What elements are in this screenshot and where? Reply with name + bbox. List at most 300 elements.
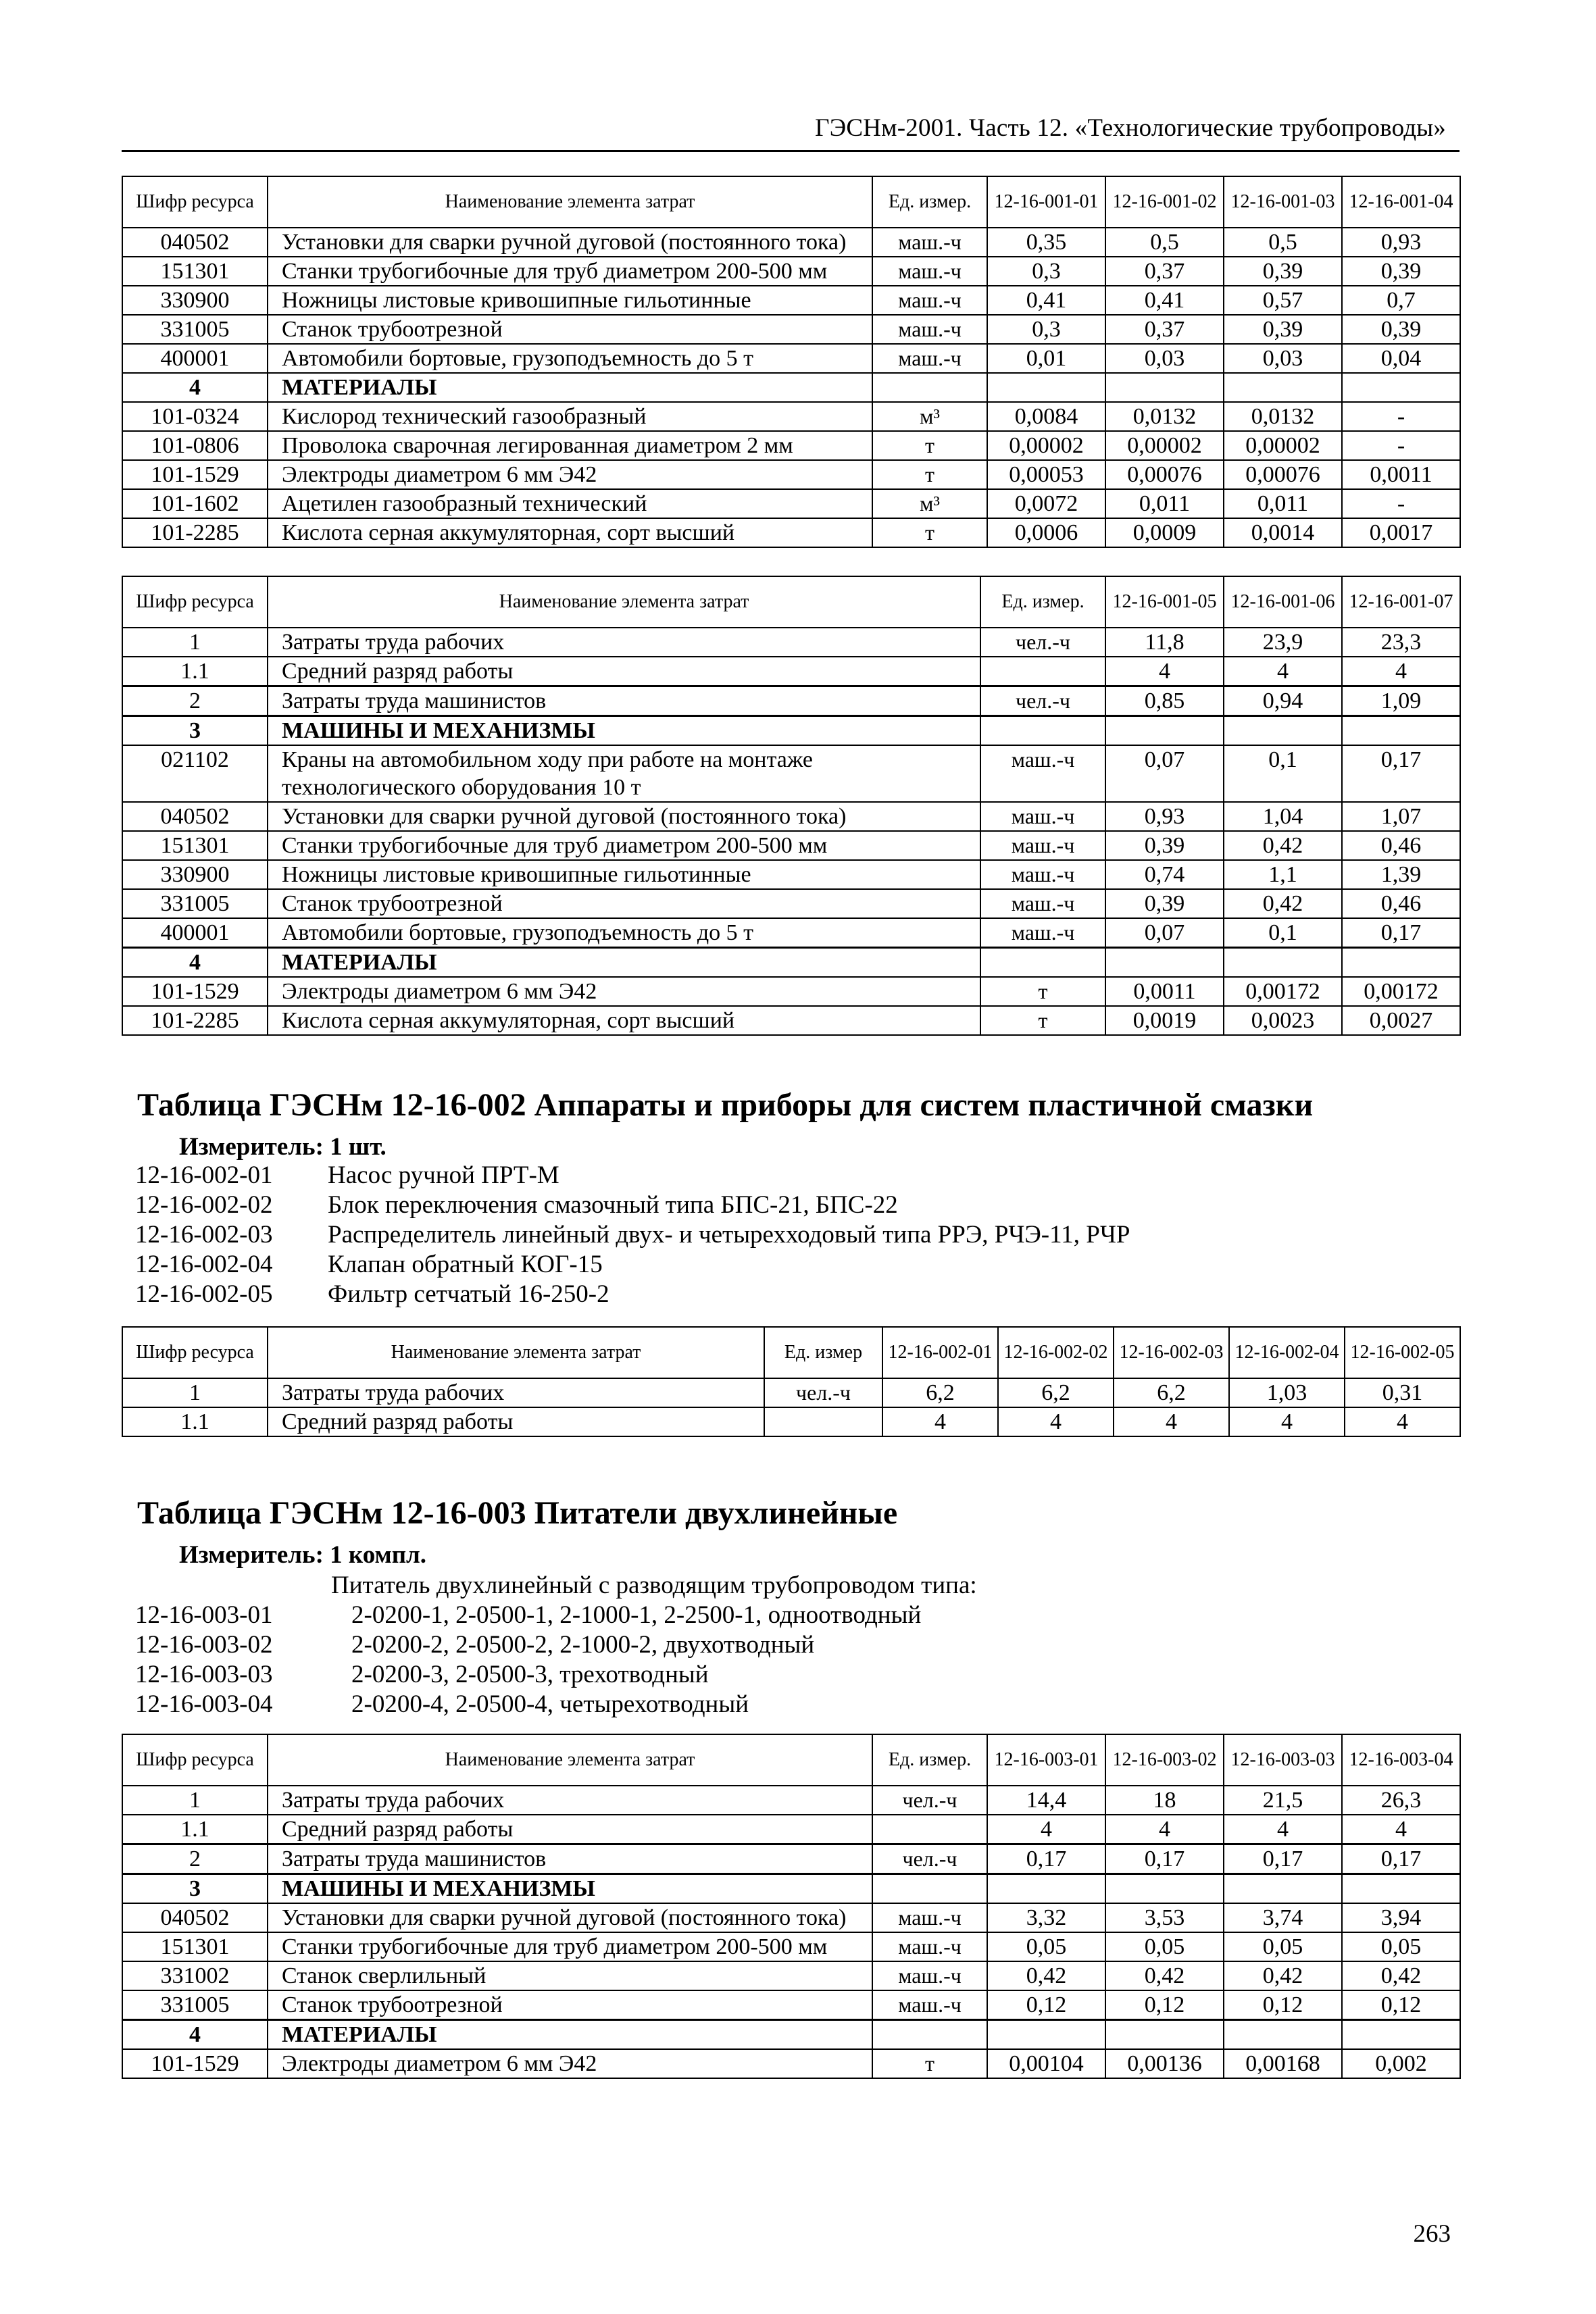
value-cell: 6,2: [998, 1378, 1114, 1407]
resource-code-cell: 1.1: [122, 1815, 268, 1844]
value-cell: 0,85: [1105, 686, 1224, 716]
value-cell: 0,42: [987, 1961, 1105, 1990]
column-header-rate: 12-16-001-05: [1105, 576, 1224, 628]
value-cell: 0,0009: [1105, 518, 1224, 547]
table-row: [122, 344, 1460, 373]
value-cell: 0,7: [1342, 286, 1460, 315]
value-cell: 1,09: [1342, 686, 1460, 716]
value-cell: 0,3: [987, 257, 1105, 286]
unit-cell: маш.-ч: [980, 745, 1105, 802]
value-cell: [1224, 1874, 1342, 1904]
resource-code-cell: 101-1529: [122, 460, 268, 489]
value-cell: 4: [987, 1815, 1105, 1844]
value-cell: [1224, 373, 1342, 402]
unit-cell: чел.-ч: [872, 1786, 987, 1815]
value-cell: [1224, 716, 1342, 746]
column-header-rate: 12-16-001-07: [1342, 576, 1460, 628]
value-cell: 0,00002: [1105, 431, 1224, 460]
value-cell: 0,0014: [1224, 518, 1342, 547]
resource-code-cell: 2: [122, 686, 268, 716]
unit-cell: чел.-ч: [980, 628, 1105, 657]
resource-code-cell: 4: [122, 2020, 268, 2050]
value-cell: 0,93: [1342, 228, 1460, 257]
unit-cell: маш.-ч: [872, 1932, 987, 1961]
running-header-title: ГЭСНм-2001. Часть 12. «Технологические трубопроводы»: [815, 114, 1446, 142]
cost-element-name-cell: Средний разряд работы: [268, 1815, 872, 1844]
column-header-rate: 12-16-003-03: [1224, 1734, 1342, 1786]
table-row: [122, 489, 1460, 518]
value-cell: 4: [1105, 1815, 1224, 1844]
table-row: [122, 716, 1460, 746]
column-header-rate: 12-16-001-04: [1342, 176, 1460, 228]
column-header-rate: 12-16-002-05: [1345, 1327, 1460, 1378]
unit-cell: м³: [872, 402, 987, 431]
value-cell: 0,03: [1105, 344, 1224, 373]
value-cell: 6,2: [882, 1378, 998, 1407]
resource-table-002: [122, 1326, 1461, 1437]
unit-cell: [872, 373, 987, 402]
value-cell: 0,41: [987, 286, 1105, 315]
value-cell: 0,0017: [1342, 518, 1460, 547]
value-cell: 0,39: [1342, 315, 1460, 344]
unit-cell: маш.-ч: [872, 228, 987, 257]
cost-element-name-cell: МАТЕРИАЛЫ: [268, 2020, 872, 2050]
value-cell: 0,39: [1105, 889, 1224, 918]
unit-cell: маш.-ч: [872, 1990, 987, 2020]
measure-003: Измеритель: 1 компл.: [179, 1541, 427, 1569]
value-cell: [1342, 1874, 1460, 1904]
column-header-rate: 12-16-003-02: [1105, 1734, 1224, 1786]
cost-element-name-cell: Проволока сварочная легированная диаметром 2 мм: [268, 431, 872, 460]
value-cell: 0,42: [1224, 889, 1342, 918]
value-cell: 0,94: [1224, 686, 1342, 716]
unit-cell: т: [872, 2049, 987, 2078]
value-cell: 0,57: [1224, 286, 1342, 315]
resource-code-cell: 331005: [122, 889, 268, 918]
table-row: [122, 1961, 1460, 1990]
value-cell: 0,0132: [1105, 402, 1224, 431]
resource-table-001-05: [122, 576, 1461, 1036]
table-row: [122, 460, 1460, 489]
value-cell: 23,3: [1342, 628, 1460, 657]
value-cell: 0,0084: [987, 402, 1105, 431]
resource-code-cell: 101-2285: [122, 1006, 268, 1035]
value-cell: 0,00076: [1105, 460, 1224, 489]
value-cell: 0,17: [1105, 1844, 1224, 1874]
column-header-name: Наименование элемента затрат: [268, 1327, 764, 1378]
table-row: [122, 860, 1460, 889]
value-cell: 0,12: [1224, 1990, 1342, 2020]
value-cell: 0,00002: [1224, 431, 1342, 460]
resource-code-cell: 2: [122, 1844, 268, 1874]
value-cell: 0,35: [987, 228, 1105, 257]
cost-element-name-cell: Установки для сварки ручной дуговой (постоянного тока): [268, 1903, 872, 1932]
table-row: [122, 228, 1460, 257]
column-header-rate: 12-16-002-04: [1229, 1327, 1345, 1378]
unit-cell: маш.-ч: [872, 1903, 987, 1932]
value-cell: [1224, 2020, 1342, 2050]
cost-element-name-cell: Затраты труда рабочих: [268, 1378, 764, 1407]
resource-code-cell: 400001: [122, 918, 268, 948]
value-cell: 0,011: [1105, 489, 1224, 518]
resource-code-cell: 151301: [122, 257, 268, 286]
cost-element-name-cell: Электроды диаметром 6 мм Э42: [268, 977, 980, 1006]
resource-code-cell: 040502: [122, 1903, 268, 1932]
unit-cell: т: [872, 518, 987, 547]
table-row: [122, 373, 1460, 402]
value-cell: 0,00076: [1224, 460, 1342, 489]
value-cell: 4: [1105, 657, 1224, 686]
table-row: [122, 1815, 1460, 1844]
value-cell: 0,00168: [1224, 2049, 1342, 2078]
unit-cell: маш.-ч: [980, 831, 1105, 860]
table-row: [122, 518, 1460, 547]
value-cell: 0,05: [987, 1932, 1105, 1961]
value-cell: 0,46: [1342, 889, 1460, 918]
value-cell: 0,39: [1224, 315, 1342, 344]
cost-element-name-cell: Кислота серная аккумуляторная, сорт высший: [268, 518, 872, 547]
value-cell: 0,5: [1105, 228, 1224, 257]
value-cell: 0,1: [1224, 918, 1342, 948]
unit-cell: [872, 2020, 987, 2050]
value-cell: [987, 1874, 1105, 1904]
resource-code-cell: 1: [122, 1378, 268, 1407]
table-row: [122, 802, 1460, 831]
unit-cell: маш.-ч: [872, 344, 987, 373]
value-cell: 0,00002: [987, 431, 1105, 460]
value-cell: 0,37: [1105, 257, 1224, 286]
value-cell: 0,39: [1224, 257, 1342, 286]
value-cell: 4: [998, 1407, 1114, 1436]
value-cell: 3,32: [987, 1903, 1105, 1932]
value-cell: 4: [1224, 657, 1342, 686]
value-cell: 0,17: [1342, 745, 1460, 802]
value-cell: 1,07: [1342, 802, 1460, 831]
unit-cell: т: [872, 431, 987, 460]
column-header-rate: 12-16-001-06: [1224, 576, 1342, 628]
value-cell: 4: [1342, 1815, 1460, 1844]
resource-code-cell: 1: [122, 1786, 268, 1815]
value-cell: 0,011: [1224, 489, 1342, 518]
column-header-unit: Ед. измер: [764, 1327, 882, 1378]
value-cell: 0,31: [1345, 1378, 1460, 1407]
resource-code-cell: 151301: [122, 831, 268, 860]
column-header-rate: 12-16-002-01: [882, 1327, 998, 1378]
value-cell: 4: [882, 1407, 998, 1436]
value-cell: 0,12: [1105, 1990, 1224, 2020]
value-cell: -: [1342, 431, 1460, 460]
cost-element-name-cell: Средний разряд работы: [268, 657, 980, 686]
column-header-code: Шифр ресурса: [122, 176, 268, 228]
cost-element-name-cell: Станок сверлильный: [268, 1961, 872, 1990]
value-cell: 18: [1105, 1786, 1224, 1815]
column-header-rate: 12-16-003-01: [987, 1734, 1105, 1786]
value-cell: 1,1: [1224, 860, 1342, 889]
unit-cell: [872, 1815, 987, 1844]
value-cell: 11,8: [1105, 628, 1224, 657]
resource-code-cell: 331005: [122, 1990, 268, 2020]
column-header-name: Наименование элемента затрат: [268, 576, 980, 628]
table-row: [122, 628, 1460, 657]
value-cell: 0,05: [1224, 1932, 1342, 1961]
resource-table-003: [122, 1734, 1461, 2079]
value-cell: 6,2: [1114, 1378, 1229, 1407]
value-cell: 0,01: [987, 344, 1105, 373]
value-cell: 0,0011: [1105, 977, 1224, 1006]
value-cell: 0,00136: [1105, 2049, 1224, 2078]
cost-element-name-cell: МАШИНЫ И МЕХАНИЗМЫ: [268, 1874, 872, 1904]
value-cell: 0,42: [1342, 1961, 1460, 1990]
unit-cell: [980, 657, 1105, 686]
value-cell: 0,12: [987, 1990, 1105, 2020]
cost-element-name-cell: Установки для сварки ручной дуговой (постоянного тока): [268, 228, 872, 257]
table-row: [122, 831, 1460, 860]
value-cell: 0,74: [1105, 860, 1224, 889]
value-cell: -: [1342, 489, 1460, 518]
cost-element-name-cell: МАШИНЫ И МЕХАНИЗМЫ: [268, 716, 980, 746]
value-cell: [1342, 948, 1460, 978]
cost-element-name-cell: Краны на автомобильном ходу при работе на монтаже технологического оборудования 10 т: [268, 745, 980, 802]
cost-element-name-cell: Станок трубоотрезной: [268, 315, 872, 344]
table-row: [122, 2020, 1460, 2050]
value-cell: 0,0019: [1105, 1006, 1224, 1035]
column-header-rate: 12-16-002-02: [998, 1327, 1114, 1378]
cost-element-name-cell: Кислород технический газообразный: [268, 402, 872, 431]
value-cell: 0,00172: [1342, 977, 1460, 1006]
value-cell: 0,0132: [1224, 402, 1342, 431]
resource-table-001-01: [122, 176, 1461, 548]
resource-code-cell: 400001: [122, 344, 268, 373]
value-cell: 0,42: [1224, 831, 1342, 860]
resource-code-cell: 101-1529: [122, 977, 268, 1006]
unit-cell: [872, 1874, 987, 1904]
cost-element-name-cell: Станки трубогибочные для труб диаметром 200-500 мм: [268, 831, 980, 860]
table-row: [122, 918, 1460, 948]
value-cell: 0,17: [1342, 918, 1460, 948]
unit-cell: чел.-ч: [764, 1378, 882, 1407]
resource-code-cell: 101-1602: [122, 489, 268, 518]
cost-element-name-cell: Затраты труда машинистов: [268, 686, 980, 716]
value-cell: [1105, 716, 1224, 746]
column-header-rate: 12-16-003-04: [1342, 1734, 1460, 1786]
column-header-name: Наименование элемента затрат: [268, 1734, 872, 1786]
value-cell: [1342, 2020, 1460, 2050]
unit-cell: м³: [872, 489, 987, 518]
unit-cell: чел.-ч: [980, 686, 1105, 716]
value-cell: 4: [1114, 1407, 1229, 1436]
value-cell: 0,17: [1342, 1844, 1460, 1874]
unit-cell: т: [980, 977, 1105, 1006]
value-cell: 4: [1342, 657, 1460, 686]
resource-code-cell: 151301: [122, 1932, 268, 1961]
unit-cell: [980, 948, 1105, 978]
column-header-code: Шифр ресурса: [122, 576, 268, 628]
value-cell: 4: [1229, 1407, 1345, 1436]
cost-element-name-cell: Ацетилен газообразный технический: [268, 489, 872, 518]
value-cell: 3,74: [1224, 1903, 1342, 1932]
value-cell: 0,00104: [987, 2049, 1105, 2078]
value-cell: 0,37: [1105, 315, 1224, 344]
running-header: [122, 109, 1460, 152]
column-header-rate: 12-16-001-02: [1105, 176, 1224, 228]
value-cell: 0,39: [1342, 257, 1460, 286]
value-cell: [987, 373, 1105, 402]
table-row: [122, 1844, 1460, 1874]
resource-code-cell: 331002: [122, 1961, 268, 1990]
table-row: [122, 1786, 1460, 1815]
value-cell: 23,9: [1224, 628, 1342, 657]
value-cell: 3,53: [1105, 1903, 1224, 1932]
value-cell: 0,0023: [1224, 1006, 1342, 1035]
table-title-002: Таблица ГЭСНм 12-16-002 Аппараты и приборы для систем пластичной смазки: [137, 1087, 1314, 1123]
resource-code-cell: 101-1529: [122, 2049, 268, 2078]
resource-code-cell: 3: [122, 1874, 268, 1904]
value-cell: [1105, 1874, 1224, 1904]
value-cell: [1105, 2020, 1224, 2050]
value-cell: 0,0072: [987, 489, 1105, 518]
cost-element-name-cell: Автомобили бортовые, грузоподъемность до 5 т: [268, 344, 872, 373]
table-row: [122, 657, 1460, 686]
value-cell: 0,07: [1105, 745, 1224, 802]
cost-element-name-cell: Станок трубоотрезной: [268, 1990, 872, 2020]
value-cell: 0,05: [1342, 1932, 1460, 1961]
value-cell: 0,17: [1224, 1844, 1342, 1874]
column-header-rate: 12-16-002-03: [1114, 1327, 1229, 1378]
unit-cell: т: [872, 460, 987, 489]
table-row: [122, 1903, 1460, 1932]
value-cell: 0,0006: [987, 518, 1105, 547]
cost-element-name-cell: Станки трубогибочные для труб диаметром 200-500 мм: [268, 257, 872, 286]
cost-element-name-cell: Установки для сварки ручной дуговой (постоянного тока): [268, 802, 980, 831]
value-cell: [987, 2020, 1105, 2050]
resource-code-cell: 040502: [122, 228, 268, 257]
value-cell: 26,3: [1342, 1786, 1460, 1815]
column-header-code: Шифр ресурса: [122, 1734, 268, 1786]
table-row: [122, 1378, 1460, 1407]
value-cell: 3,94: [1342, 1903, 1460, 1932]
cost-element-name-cell: Ножницы листовые кривошипные гильотинные: [268, 860, 980, 889]
resource-code-cell: 331005: [122, 315, 268, 344]
value-cell: 1,39: [1342, 860, 1460, 889]
table-row: [122, 686, 1460, 716]
cost-element-name-cell: Средний разряд работы: [268, 1407, 764, 1436]
cost-element-name-cell: Электроды диаметром 6 мм Э42: [268, 460, 872, 489]
resource-code-cell: 101-2285: [122, 518, 268, 547]
value-cell: 0,3: [987, 315, 1105, 344]
value-cell: 0,0027: [1342, 1006, 1460, 1035]
table-row: [122, 315, 1460, 344]
list-intro-003: Питатель двухлинейный с разводящим трубопроводом типа:: [331, 1571, 977, 1599]
value-cell: 0,05: [1105, 1932, 1224, 1961]
value-cell: 0,00053: [987, 460, 1105, 489]
value-cell: 21,5: [1224, 1786, 1342, 1815]
cost-element-name-cell: Кислота серная аккумуляторная, сорт высший: [268, 1006, 980, 1035]
table-row: [122, 286, 1460, 315]
column-header-unit: Ед. измер.: [872, 1734, 987, 1786]
column-header-rate: 12-16-001-01: [987, 176, 1105, 228]
table-row: [122, 948, 1460, 978]
resource-code-cell: 330900: [122, 860, 268, 889]
value-cell: -: [1342, 402, 1460, 431]
value-cell: 0,42: [1105, 1961, 1224, 1990]
table-row: [122, 1990, 1460, 2020]
value-cell: 0,04: [1342, 344, 1460, 373]
value-cell: 0,93: [1105, 802, 1224, 831]
cost-element-name-cell: Затраты труда машинистов: [268, 1844, 872, 1874]
page-number: 263: [1413, 2220, 1451, 2248]
value-cell: 0,0011: [1342, 460, 1460, 489]
table-row: [122, 1874, 1460, 1904]
table-row: [122, 745, 1460, 802]
table-row: [122, 977, 1460, 1006]
cost-element-name-cell: Электроды диаметром 6 мм Э42: [268, 2049, 872, 2078]
unit-cell: маш.-ч: [980, 860, 1105, 889]
unit-cell: маш.-ч: [872, 315, 987, 344]
value-cell: 0,42: [1224, 1961, 1342, 1990]
value-cell: 0,12: [1342, 1990, 1460, 2020]
cost-element-name-cell: Ножницы листовые кривошипные гильотинные: [268, 286, 872, 315]
value-cell: 4: [1345, 1407, 1460, 1436]
measure-002: Измеритель: 1 шт.: [179, 1133, 386, 1161]
value-cell: 0,5: [1224, 228, 1342, 257]
resource-code-cell: 330900: [122, 286, 268, 315]
resource-code-cell: 101-0324: [122, 402, 268, 431]
table-row: [122, 257, 1460, 286]
table-row: [122, 2049, 1460, 2078]
cost-element-name-cell: МАТЕРИАЛЫ: [268, 373, 872, 402]
value-cell: 0,39: [1105, 831, 1224, 860]
column-header-name: Наименование элемента затрат: [268, 176, 872, 228]
value-cell: 1,03: [1229, 1378, 1345, 1407]
resource-code-cell: 4: [122, 948, 268, 978]
unit-cell: маш.-ч: [872, 257, 987, 286]
table-row: [122, 1932, 1460, 1961]
unit-cell: чел.-ч: [872, 1844, 987, 1874]
value-cell: 0,00172: [1224, 977, 1342, 1006]
table-row: [122, 889, 1460, 918]
unit-cell: маш.-ч: [980, 918, 1105, 948]
resource-code-cell: 1: [122, 628, 268, 657]
unit-cell: [764, 1407, 882, 1436]
value-cell: 0,46: [1342, 831, 1460, 860]
cost-element-name-cell: Станок трубоотрезной: [268, 889, 980, 918]
cost-element-name-cell: Автомобили бортовые, грузоподъемность до 5 т: [268, 918, 980, 948]
column-header-unit: Ед. измер.: [980, 576, 1105, 628]
table-row: [122, 1006, 1460, 1035]
value-cell: [1105, 373, 1224, 402]
unit-cell: [980, 716, 1105, 746]
unit-cell: т: [980, 1006, 1105, 1035]
value-cell: 4: [1224, 1815, 1342, 1844]
value-cell: 0,1: [1224, 745, 1342, 802]
cost-element-name-cell: Станки трубогибочные для труб диаметром 200-500 мм: [268, 1932, 872, 1961]
resource-code-cell: 1.1: [122, 1407, 268, 1436]
unit-cell: маш.-ч: [980, 889, 1105, 918]
column-header-rate: 12-16-001-03: [1224, 176, 1342, 228]
unit-cell: маш.-ч: [872, 286, 987, 315]
column-header-unit: Ед. измер.: [872, 176, 987, 228]
value-cell: 0,002: [1342, 2049, 1460, 2078]
value-cell: 0,03: [1224, 344, 1342, 373]
value-cell: [1105, 948, 1224, 978]
table-title-003: Таблица ГЭСНм 12-16-003 Питатели двухлинейные: [137, 1495, 898, 1531]
value-cell: 0,07: [1105, 918, 1224, 948]
value-cell: [1224, 948, 1342, 978]
value-cell: 0,41: [1105, 286, 1224, 315]
resource-code-cell: 1.1: [122, 657, 268, 686]
value-cell: 1,04: [1224, 802, 1342, 831]
resource-code-cell: 101-0806: [122, 431, 268, 460]
